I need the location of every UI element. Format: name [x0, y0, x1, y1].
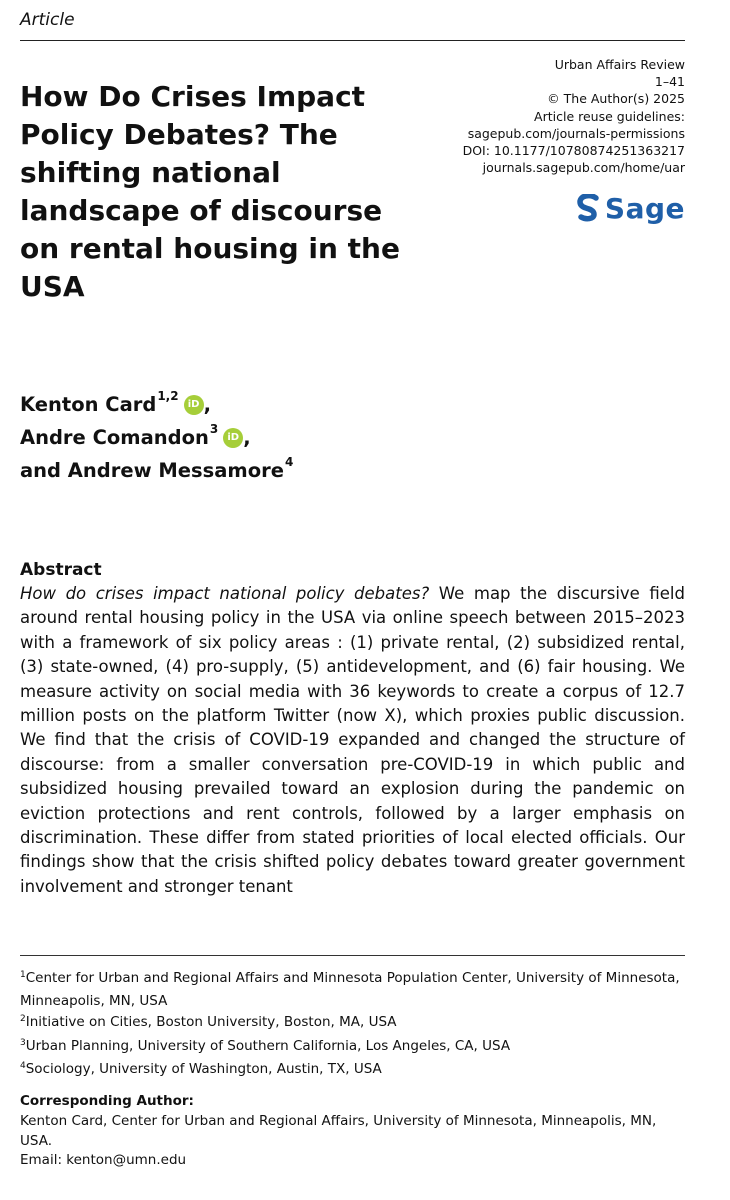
author-separator: ,	[243, 426, 251, 449]
author-name: Andre Comandon	[20, 426, 209, 449]
footnote-divider	[20, 955, 685, 956]
journal-metadata	[463, 56, 685, 176]
author-list	[20, 388, 293, 487]
copyright-notice: © The Author(s) 2025	[547, 91, 685, 107]
affiliation-list	[20, 968, 685, 1082]
affiliation-text: Initiative on Cities, Boston University, Boston, MA, USA	[25, 1014, 397, 1031]
author-line	[20, 454, 293, 487]
affiliation-text: Sociology, University of Washington, Austin, TX, USA	[25, 1060, 382, 1077]
affiliation-number: 3	[20, 1037, 26, 1048]
abstract-body	[20, 582, 685, 899]
sage-s-logo-icon	[577, 194, 599, 224]
affiliation-item	[20, 1036, 685, 1059]
author-affiliation-marker: 1,2	[157, 389, 179, 403]
affiliation-number: 4	[20, 1060, 26, 1071]
abstract-text: We map the discursive field around rental housing policy in the USA via online speech between 2015–2023 with a framework of six policy areas : (1) private rental, (2) subsidized rental, (3) state-owned, (4) pro-supply, (5) antidevelopment, and (6) fair housing. We measure activity on social media with 36 keywords to create a corpus of 12.7 million posts on the platform Twitter (now X), which proxies public discussion. We find that the crisis of COVID-19 expanded and changed the structure of discourse: from a smaller conversation pre-COVID-19 in which public and subsidized housing prevailed toward an explosion during the pandemic on eviction protections and rent controls, followed by a larger emphasis on discrimination. These differ from stated priorities of local elected officials. Our findings show that the crisis shifted policy debates toward greater government involvement and stronger tenant	[20, 584, 685, 896]
author-name: Andrew Messamore	[67, 459, 284, 482]
orcid-icon[interactable]: iD	[184, 395, 204, 415]
corresponding-author-email[interactable]: Email: kenton@umn.edu	[20, 1152, 187, 1169]
publisher-logo	[577, 192, 685, 225]
journal-name: Urban Affairs Review	[554, 57, 685, 72]
corresponding-author	[20, 1092, 685, 1171]
article-title: How Do Crises Impact Policy Debates? The shifting national landscape of discourse on rental housing in the USA	[20, 80, 400, 303]
reuse-guidelines-link[interactable]: sagepub.com/journals-permissions	[467, 125, 685, 141]
corresponding-author-label: Corresponding Author:	[20, 1093, 194, 1109]
publisher-name: Sage	[604, 192, 685, 225]
author-separator: ,	[203, 393, 211, 416]
section-label: Article	[20, 10, 75, 30]
abstract-section	[20, 558, 685, 899]
affiliation-number: 1	[20, 970, 26, 980]
affiliation-number: 2	[20, 1014, 26, 1025]
affiliation-item	[20, 1059, 685, 1082]
author-affiliation-marker: 4	[284, 455, 294, 469]
author-name: Kenton Card	[20, 393, 157, 416]
author-line	[20, 421, 293, 454]
affiliation-text: Center for Urban and Regional Affairs and Minnesota Population Center, University of Minnesota, Minneapolis, MN, USA	[20, 970, 680, 1010]
doi[interactable]: DOI: 10.1177/10780874251363217	[462, 143, 685, 159]
affiliation-text: Urban Planning, University of Southern California, Los Angeles, CA, USA	[25, 1037, 511, 1054]
author-prefix: and	[20, 459, 68, 482]
abstract-lead-question: How do crises impact national policy debates?	[20, 584, 430, 603]
affiliation-item	[20, 1012, 685, 1035]
journal-home-link[interactable]: journals.sagepub.com/home/uar	[482, 160, 685, 176]
page-range: 1–41	[654, 74, 685, 90]
header-divider	[20, 40, 685, 41]
abstract-heading: Abstract	[20, 560, 102, 580]
author-line	[20, 388, 293, 421]
reuse-guidelines-label: Article reuse guidelines:	[534, 108, 685, 124]
affiliation-item	[20, 968, 685, 1012]
author-affiliation-marker: 3	[209, 422, 219, 436]
corresponding-author-address: Kenton Card, Center for Urban and Regional Affairs, University of Minnesota, Minneapolis, MN, USA.	[20, 1112, 657, 1149]
orcid-icon[interactable]: iD	[223, 428, 243, 448]
